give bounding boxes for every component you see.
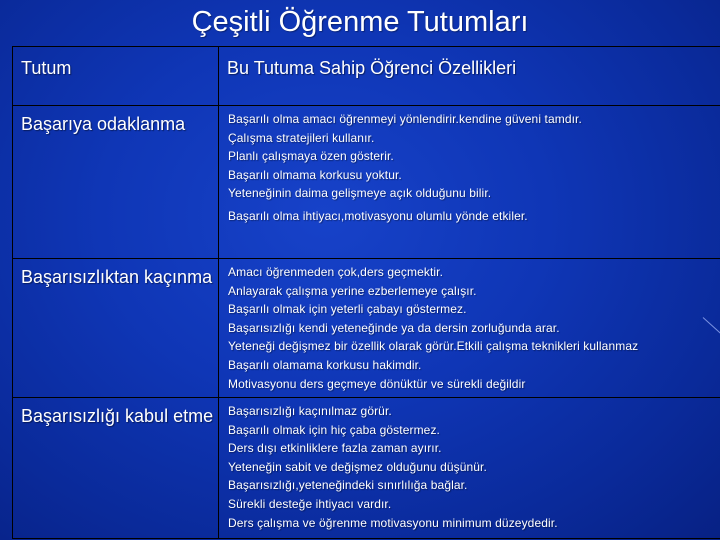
trait-item: Çalışma stratejileri kullanır. bbox=[228, 130, 375, 145]
traits-cell bbox=[219, 398, 720, 539]
trait-item: Yeteneğinin daima gelişmeye açık olduğunu bilir. bbox=[228, 186, 492, 201]
trait-item: Yeteneğin sabit ve değişmez olduğunu düşünür. bbox=[228, 459, 487, 474]
table-header-row bbox=[13, 47, 720, 106]
trait-item: Yeteneği değişmez bir özellik olarak görür.Etkili çalışma teknikleri kullanmaz bbox=[228, 339, 639, 354]
trait-item: Ders çalışma ve öğrenme motivasyonu minimum düzeydedir. bbox=[228, 515, 558, 530]
trait-list bbox=[219, 259, 720, 393]
slide-title: Çeşitli Öğrenme Tutumları bbox=[191, 6, 529, 38]
attitude-cell bbox=[13, 106, 219, 259]
attitude-cell bbox=[13, 398, 219, 539]
trait-item: Amacı öğrenmeden çok,ders geçmektir. bbox=[228, 265, 444, 279]
trait-item: Motivasyonu ders geçmeye dönüktür ve sürekli değildir bbox=[228, 376, 526, 391]
trait-item: Başarısızlığı kendi yeteneğinde ya da dersin zorluğunda arar. bbox=[228, 320, 560, 335]
trait-item: Planlı çalışmaya özen gösterir. bbox=[228, 149, 394, 164]
trait-list bbox=[219, 398, 720, 532]
trait-item: Başarısızlığı,yeteneğindeki sınırlılığa bağlar. bbox=[228, 478, 468, 493]
trait-item: Başarılı olmak için yeterli çabayı göstermez. bbox=[228, 302, 467, 317]
table-row bbox=[13, 259, 720, 398]
trait-item: Başarılı olma amacı öğrenmeyi yönlendirir.kendine güveni tamdır. bbox=[228, 112, 582, 126]
trait-item: Başarılı olma ihtiyacı,motivasyonu olumlu yönde etkiler. bbox=[228, 208, 528, 223]
trait-item: Başarısızlığı kaçınılmaz görür. bbox=[228, 404, 392, 418]
trait-item: Anlayarak çalışma yerine ezberlemeye çalışır. bbox=[228, 283, 477, 298]
trait-item: Başarılı olmak için hiç çaba göstermez. bbox=[228, 422, 440, 437]
attitude-cell bbox=[13, 259, 219, 398]
traits-cell bbox=[219, 106, 720, 259]
header-cell-traits bbox=[219, 47, 720, 106]
trait-item: Sürekli desteğe ihtiyacı vardır. bbox=[228, 496, 392, 511]
traits-cell bbox=[219, 259, 720, 398]
trait-list bbox=[219, 106, 720, 226]
header-cell-attitude bbox=[13, 47, 219, 106]
trait-item: Başarılı olamama korkusu hakimdir. bbox=[228, 357, 422, 372]
trait-item: Başarılı olmama korkusu yoktur. bbox=[228, 167, 402, 182]
attitude-label: Başarısızlıktan kaçınma bbox=[21, 267, 213, 287]
attitude-label: Başarısızlığı kabul etme bbox=[21, 406, 214, 426]
table-row bbox=[13, 398, 720, 539]
learning-attitudes-table bbox=[12, 46, 720, 539]
table-row bbox=[13, 106, 720, 259]
header-attitude-label: Tutum bbox=[21, 58, 72, 78]
attitude-label: Başarıya odaklanma bbox=[21, 114, 186, 134]
trait-item: Ders dışı etkinliklere fazla zaman ayırır. bbox=[228, 441, 442, 456]
header-traits-label: Bu Tutuma Sahip Öğrenci Özellikleri bbox=[227, 58, 517, 78]
